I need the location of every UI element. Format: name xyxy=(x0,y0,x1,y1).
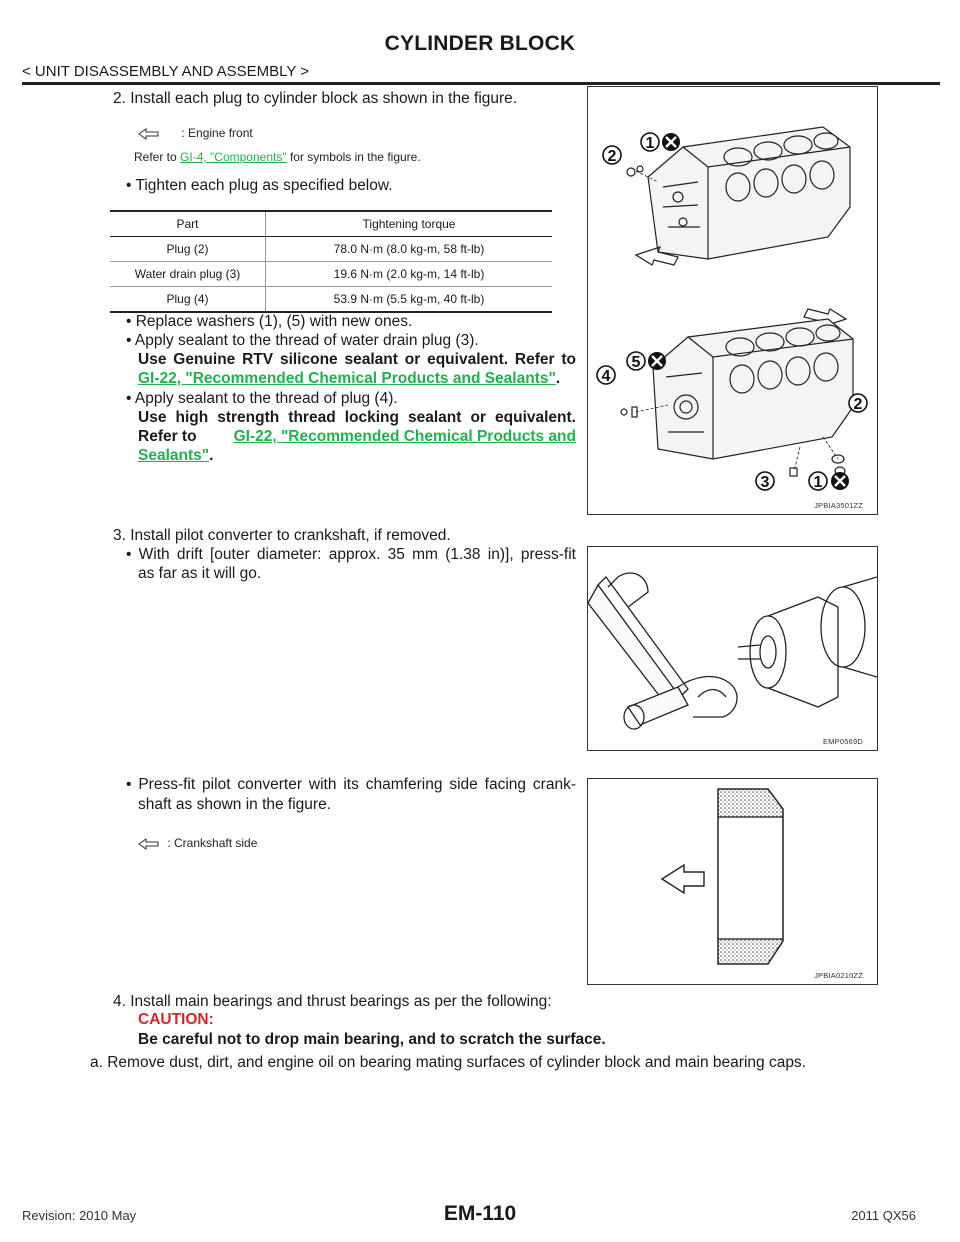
do-not-reuse-icon xyxy=(831,472,849,490)
lock-refer-line-2 xyxy=(138,446,213,465)
callout-label: 2 xyxy=(853,396,863,413)
callout-5 xyxy=(627,352,666,371)
bullet-tighten: • Tighten each plug as specified below. xyxy=(126,177,393,194)
drift-press-fit-illustration xyxy=(588,547,877,750)
step-2-heading: 2. Install each plug to cylinder block as shown in the figure. xyxy=(113,90,518,107)
header-divider xyxy=(22,82,940,85)
bullet-drift: • With drift [outer diameter: approx. 35 mm (1.38 in)], press-fit xyxy=(126,546,576,563)
footer-model: 2011 QX56 xyxy=(851,1208,916,1223)
outline-arrow-icon xyxy=(138,128,160,140)
callout-1-bottom xyxy=(809,472,849,491)
rtv-refer-line xyxy=(138,369,560,388)
cell-part: Water drain plug (3) xyxy=(110,262,266,287)
step-a-text: a. Remove dust, dirt, and engine oil on bearing mating surfaces of cylinder block and main bearing caps. xyxy=(90,1054,806,1071)
rtv-period: . xyxy=(555,370,561,387)
footer-revision: Revision: 2010 May xyxy=(22,1208,137,1223)
pilot-converter-illustration xyxy=(588,779,877,984)
legend-engine-front-label: : Engine front xyxy=(181,126,253,140)
figure-code: JPBIA0210ZZ xyxy=(814,971,863,980)
cell-part: Plug (2) xyxy=(110,237,266,262)
lock-refer-line xyxy=(138,427,576,446)
callout-2-bottom xyxy=(849,394,867,413)
table-row xyxy=(110,237,552,262)
chemical-products-link-2[interactable]: GI-22, "Recommended Chemical Products and xyxy=(233,428,576,445)
callout-label: 5 xyxy=(631,354,641,371)
bullet-sealant-drain-plug: • Apply sealant to the thread of water drain plug (3). xyxy=(126,332,479,349)
bullet-press-fit-cont: shaft as shown in the figure. xyxy=(138,796,332,813)
caution-text: Be careful not to drop main bearing, and to scratch the surface. xyxy=(138,1031,606,1048)
pilot-converter-figure xyxy=(587,778,878,985)
step-3-heading: 3. Install pilot converter to crankshaft, if removed. xyxy=(113,527,451,544)
refer-components-line xyxy=(134,150,421,164)
lock-refer-prefix: Refer to xyxy=(138,428,197,445)
lock-period: . xyxy=(209,447,214,464)
drift-press-fit-figure xyxy=(587,546,878,751)
chemical-products-link[interactable]: GI-22, "Recommended Chemical Products and Sealants" xyxy=(138,370,556,387)
do-not-reuse-icon xyxy=(662,133,680,151)
legend-crankshaft-side xyxy=(138,836,257,850)
refer-suffix: for symbols in the figure. xyxy=(286,150,421,164)
callout-label: 1 xyxy=(813,474,823,491)
cell-torque: 53.9 N·m (5.5 kg-m, 40 ft-lb) xyxy=(266,287,553,313)
bullet-press-fit: • Press-fit pilot converter with its chamfering side facing crank- xyxy=(126,776,576,793)
caution-label: CAUTION: xyxy=(138,1011,214,1028)
bullet-sealant-plug-4: • Apply sealant to the thread of plug (4). xyxy=(126,390,398,407)
table-row xyxy=(110,262,552,287)
figure-code: JPBIA3501ZZ xyxy=(814,501,863,510)
footer-page-number: EM-110 xyxy=(443,1202,517,1225)
torque-table-header xyxy=(110,211,552,237)
callout-2-top xyxy=(603,146,621,165)
bullet-washers: • Replace washers (1), (5) with new ones. xyxy=(126,313,413,330)
step-4-heading: 4. Install main bearings and thrust bearings as per the following: xyxy=(113,993,552,1010)
cylinder-block-figure xyxy=(587,86,878,515)
header-torque: Tightening torque xyxy=(266,211,553,237)
torque-table xyxy=(110,210,552,313)
callout-3 xyxy=(756,472,774,491)
cylinder-block-illustration xyxy=(588,87,877,514)
crankshaft-side-arrow-icon xyxy=(662,865,704,893)
do-not-reuse-icon xyxy=(648,352,666,370)
sealants-link[interactable]: Sealants" xyxy=(138,447,210,464)
callout-1-top xyxy=(641,133,680,152)
figure-code: EMP0569D xyxy=(823,737,863,746)
page-title: CYLINDER BLOCK xyxy=(384,32,576,55)
callout-4 xyxy=(597,366,615,385)
refer-prefix: Refer to xyxy=(134,150,181,164)
callout-label: 2 xyxy=(607,148,617,165)
bullet-drift-cont: as far as it will go. xyxy=(138,565,262,582)
components-link[interactable]: GI-4, "Components" xyxy=(180,150,287,164)
cell-torque: 19.6 N·m (2.0 kg-m, 14 ft-lb) xyxy=(266,262,553,287)
outline-arrow-icon xyxy=(138,838,160,850)
cell-part: Plug (4) xyxy=(110,287,266,313)
cell-torque: 78.0 N·m (8.0 kg-m, 58 ft-lb) xyxy=(266,237,553,262)
callout-label: 3 xyxy=(760,474,770,491)
rtv-instruction: Use Genuine RTV silicone sealant or equivalent. Refer to xyxy=(138,351,576,368)
callout-label: 1 xyxy=(645,135,655,152)
lock-instruction: Use high strength thread locking sealant or equivalent. xyxy=(138,409,576,426)
callout-label: 4 xyxy=(601,368,611,385)
legend-engine-front xyxy=(138,126,253,140)
table-row xyxy=(110,287,552,313)
header-part: Part xyxy=(110,211,266,237)
breadcrumb: < UNIT DISASSEMBLY AND ASSEMBLY > xyxy=(22,63,310,80)
legend-crankshaft-side-label: : Crankshaft side xyxy=(167,836,258,850)
